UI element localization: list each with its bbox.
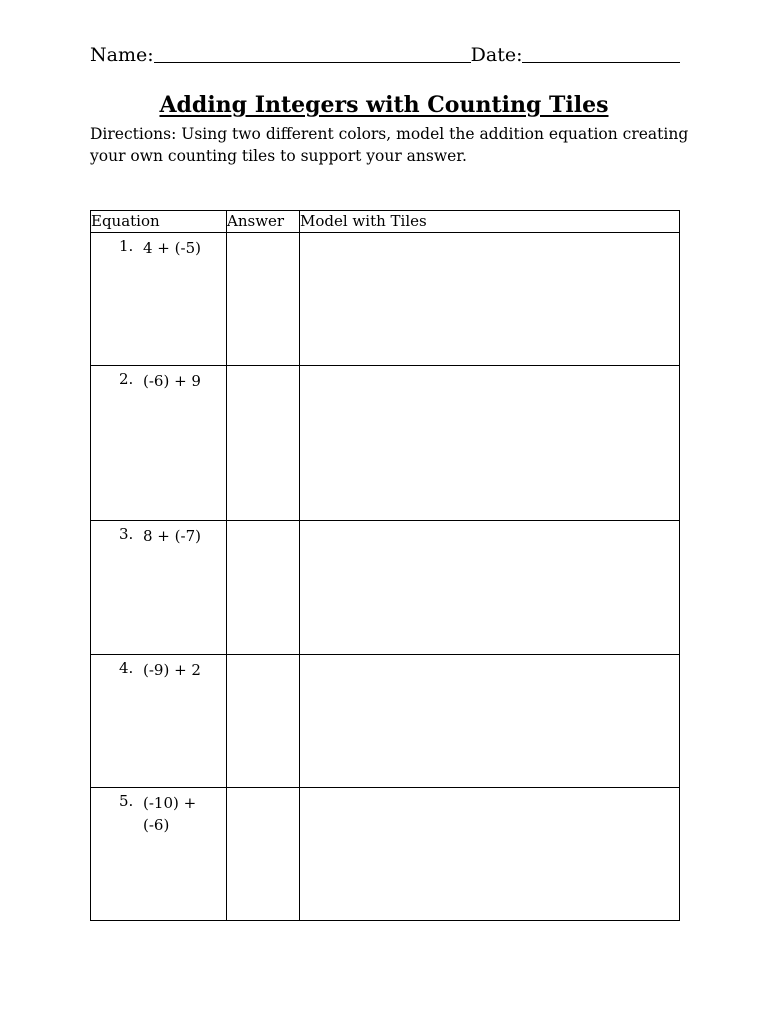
equation-cell: [91, 788, 227, 921]
table-row: [91, 788, 680, 921]
equation-expression: (-9) + 2: [143, 661, 201, 679]
answer-cell[interactable]: [227, 521, 300, 655]
date-label: Date:: [470, 44, 523, 66]
model-cell[interactable]: [300, 366, 680, 521]
date-blank[interactable]: [522, 44, 680, 63]
model-cell[interactable]: [300, 521, 680, 655]
table-row: [91, 366, 680, 521]
column-header-equation: Equation: [91, 211, 227, 233]
directions-text: Directions: Using two different colors, model the addition equation creating your own counting tiles to support your answer.: [90, 125, 689, 165]
row-number: 4.: [119, 659, 134, 677]
table-header-row: [91, 211, 680, 233]
table-row: [91, 521, 680, 655]
answer-cell[interactable]: [227, 655, 300, 788]
model-cell[interactable]: [300, 655, 680, 788]
column-header-answer: Answer: [227, 211, 300, 233]
table-row: [91, 655, 680, 788]
equation-expression: 4 + (-5): [143, 239, 201, 257]
name-blank[interactable]: [154, 44, 471, 63]
answer-cell[interactable]: [227, 366, 300, 521]
equation-cell: [91, 521, 227, 655]
answer-cell[interactable]: [227, 788, 300, 921]
equation-cell: [91, 366, 227, 521]
model-cell[interactable]: [300, 788, 680, 921]
name-date-line: [90, 44, 680, 66]
equation-cell: [91, 655, 227, 788]
row-number: 1.: [119, 237, 134, 255]
row-number: 5.: [119, 792, 134, 810]
column-header-model: Model with Tiles: [300, 211, 680, 233]
row-number: 2.: [119, 370, 134, 388]
model-cell[interactable]: [300, 233, 680, 366]
name-label: Name:: [90, 44, 154, 66]
answer-cell[interactable]: [227, 233, 300, 366]
equation-expression: 8 + (-7): [143, 527, 201, 545]
equation-cell: [91, 233, 227, 366]
table-row: [91, 233, 680, 366]
worksheet-table: [90, 210, 680, 921]
worksheet-title: Adding Integers with Counting Tiles: [159, 92, 609, 118]
equation-expression: (-6) + 9: [143, 372, 201, 390]
equation-expression: (-10) + (-6): [143, 794, 197, 834]
row-number: 3.: [119, 525, 134, 543]
